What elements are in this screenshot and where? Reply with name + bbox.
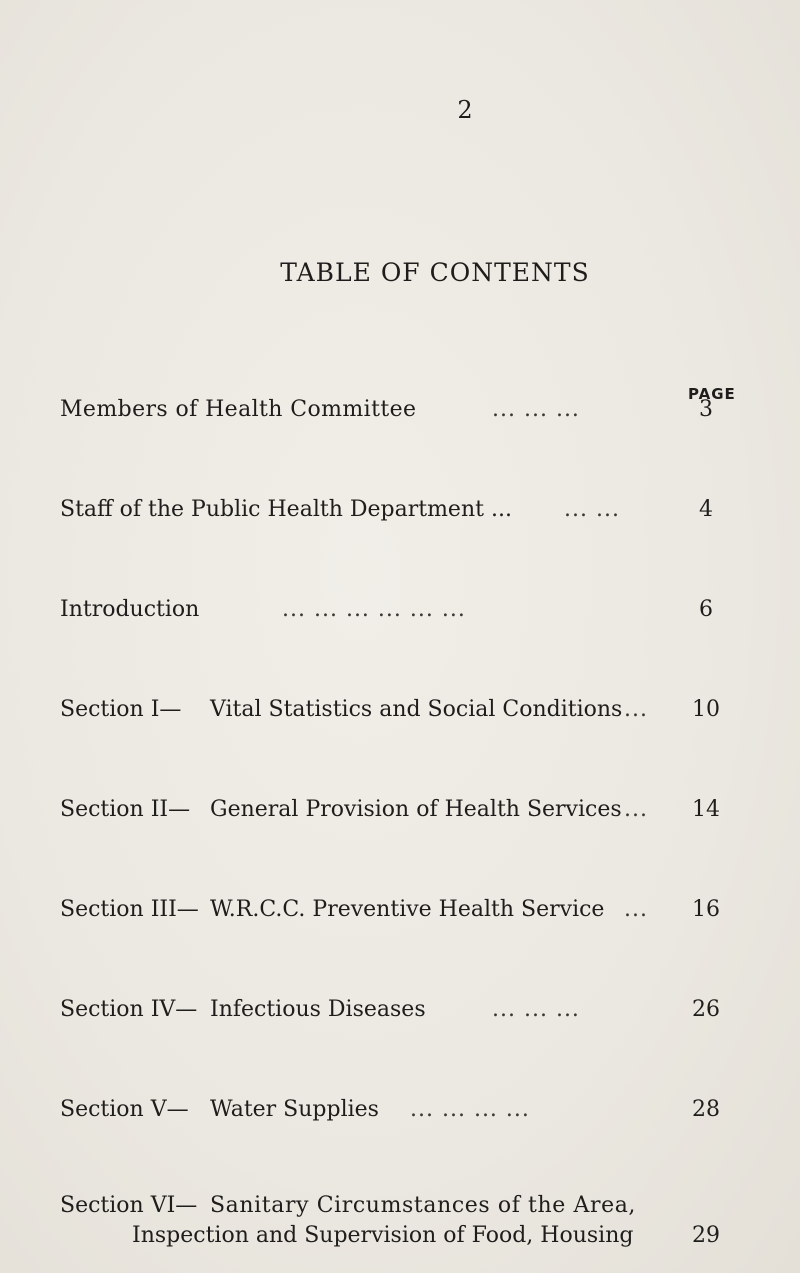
entry-title: W.R.C.C. Preventive Health Service [210,897,605,922]
entry-section: Section V— [60,1097,189,1122]
entry-section: Section III— [60,897,199,922]
entry-title: Vital Statistics and Social Conditions [210,697,623,722]
entry-page: 4 [699,497,713,522]
entry-page: 26 [692,997,720,1022]
entry-section: Section VI— [60,1193,198,1218]
entry-page: 28 [692,1097,720,1122]
entry-page: 3 [699,397,713,422]
page-title: TABLE OF CONTENTS [280,258,590,287]
page-column-label: PAGE [688,385,736,403]
entry-title: General Provision of Health Services [210,797,622,822]
entry-title: Water Supplies [210,1097,379,1122]
entry-page: 29 [692,1223,720,1248]
dot-leader: ... ... ... ... [410,1097,530,1122]
dot-leader: ... ... ... [492,397,580,422]
entry-section: Section I— [60,697,182,722]
entry-section: Section IV— [60,997,198,1022]
entry-title: Introduction [60,597,200,622]
entry-page: 10 [692,697,720,722]
entry-title: Infectious Diseases [210,997,426,1022]
dot-leader: ... [624,897,648,922]
entry-section: Section II— [60,797,191,822]
entry-title: Members of Health Committee [60,397,417,422]
dot-leader: ... [624,797,648,822]
dot-leader: ... [624,697,648,722]
entry-page: 16 [692,897,720,922]
dot-leader: ... ... [564,497,620,522]
entry-title: Sanitary Circumstances of the Area, [210,1193,637,1218]
page-number: 2 [457,96,473,124]
entry-title-line-2: Inspection and Supervision of Food, Housing [132,1223,634,1248]
entry-page: 6 [699,597,713,622]
dot-leader: ... ... ... [492,997,580,1022]
entry-title: Staff of the Public Health Department ... [60,497,512,522]
dot-leader: ... ... ... ... ... ... [282,597,466,622]
entry-page: 14 [692,797,720,822]
